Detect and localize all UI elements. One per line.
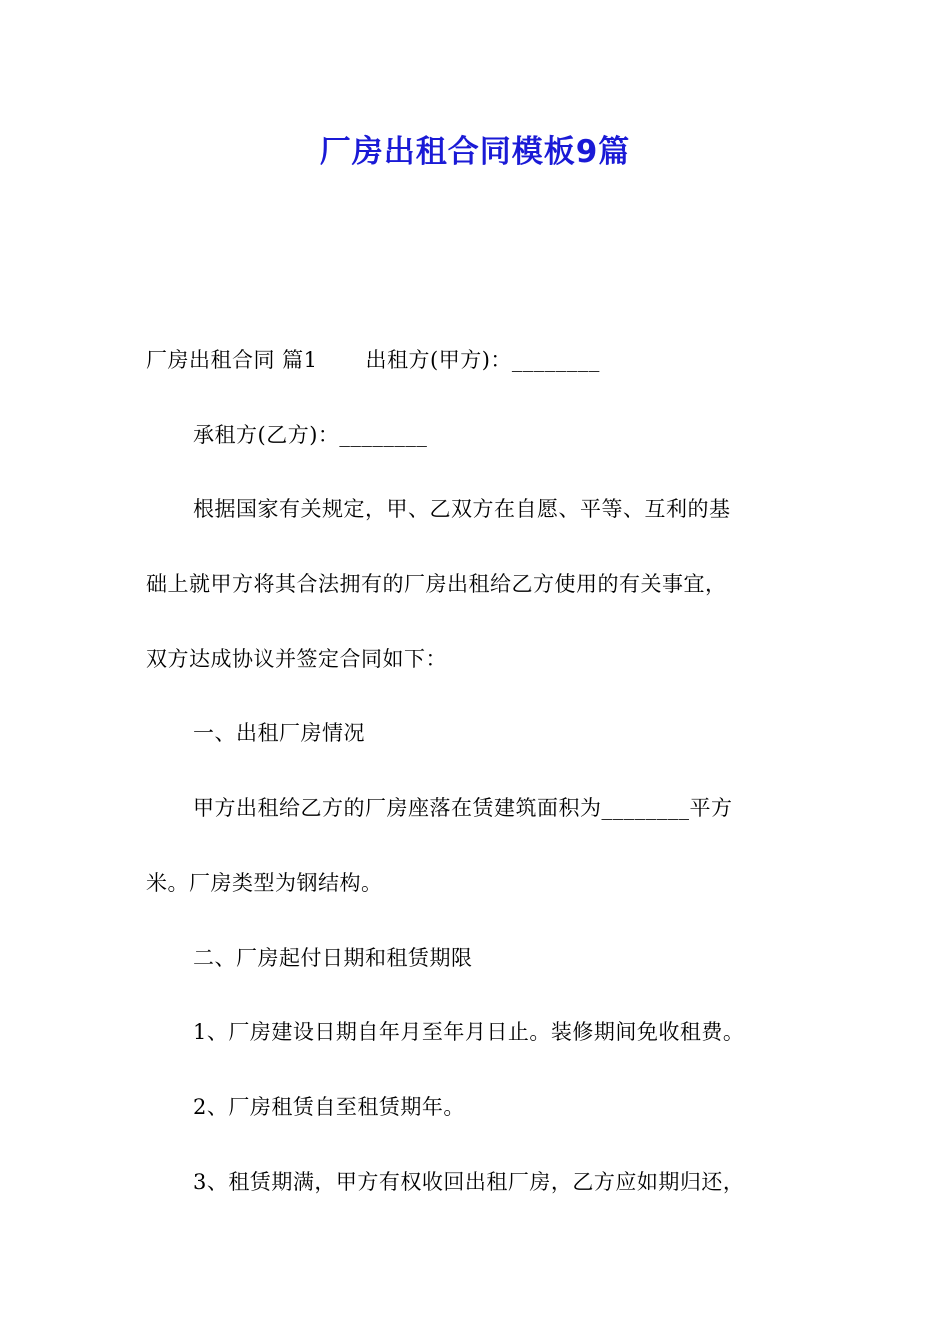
paragraph-line: 甲方出租给乙方的厂房座落在赁建筑面积为________平方 [193,796,733,821]
paragraph-line: 础上就甲方将其合法拥有的厂房出租给乙方使用的有关事宜， [146,572,727,597]
paragraph-line: 双方达成协议并签定合同如下： [146,646,447,671]
paragraph-line: 1、厂房建设日期自年月至年月日止。装修期间免收租费。 [193,1020,745,1045]
paragraph-line: 一、出租厂房情况 [193,721,365,746]
paragraph-line: 承租方(乙方)：________ [193,422,428,447]
paragraph-line: 根据国家有关规定，甲、乙双方在自愿、平等、互利的基 [193,497,731,522]
lessor-field: 出租方(甲方)：________ [365,348,600,372]
paragraph-line [146,336,806,411]
document-body [146,336,806,1232]
paragraph-line: 2、厂房租赁自至租赁期年。 [193,1094,465,1119]
paragraph-line: 二、厂房起付日期和租赁期限 [193,945,473,970]
paragraph-line: 3、租赁期满，甲方有权收回出租厂房，乙方应如期归还， [193,1169,745,1194]
document-title: 厂房出租合同模板9篇 [319,134,631,170]
section-heading: 厂房出租合同 篇1 [146,348,318,372]
paragraph-line: 米。厂房类型为钢结构。 [146,870,383,895]
